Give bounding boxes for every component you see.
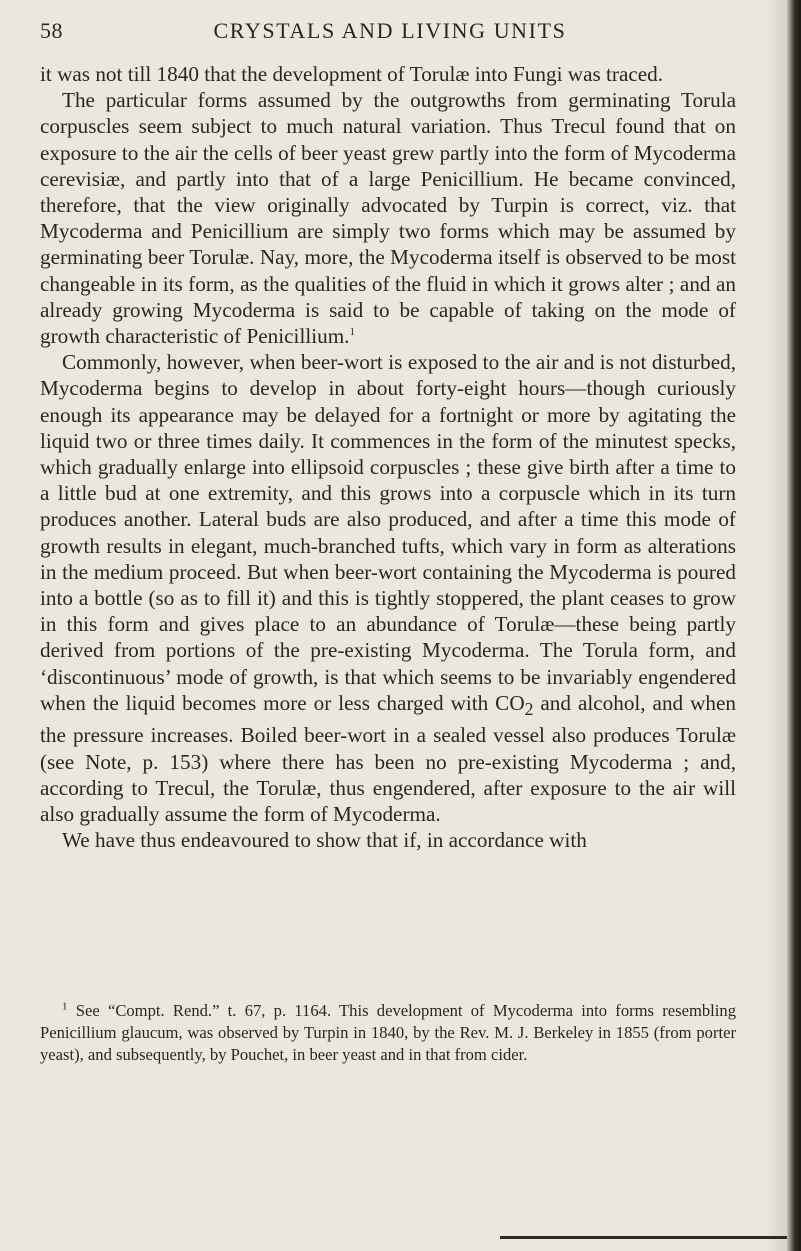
book-spine-edge [787, 0, 801, 1251]
co2-subscript: 2 [524, 699, 534, 720]
paragraph-text-cont: and alcohol, and when the pressure increases. Boiled beer-wort in a sealed vessel also produces Torulæ (see Note, p. 153) where there has been no pre-existing Mycoderma ; and, according to Trecul, the Torulæ, thus engendered, after exposure to the air will also gradually assume the form of Mycoderma. [40, 690, 736, 826]
page-edge-shadow [765, 0, 787, 1251]
body-text [40, 61, 736, 853]
bottom-edge-line [500, 1236, 787, 1239]
running-title: CRYSTALS AND LIVING UNITS [213, 18, 567, 43]
footnote [40, 1000, 736, 1066]
paragraph-conclusion [40, 827, 736, 853]
footnote-marker: 1 [62, 1000, 68, 1013]
page-number: 58 [40, 18, 63, 43]
footnote-text: See “Compt. Rend.” t. 67, p. 1164. This development of Mycoderma into forms resembling Penicillium glaucum, was observed by Turpin in 1840, by the Rev. M. J. Berkeley in 1855 (from porter yeast), and subsequently, by Pouchet, in beer yeast and in that from cider. [40, 1001, 736, 1064]
paragraph-beer-wort [40, 349, 736, 827]
paragraph-text: The particular forms assumed by the outgrowths from germinating Torula corpuscles seem subject to much natural variation. Thus Trecul found that on exposure to the air the cells of beer yeast grew partly into the form of Mycoderma cerevisiæ, and partly into that of a large Penicillium. He became convinced, therefore, that the view originally advocated by Turpin is correct, viz. that Mycoderma and Penicillium are simply two forms which may be assumed by germinating beer Torulæ. Nay, more, the Mycoderma itself is observed to be most changeable in its form, as the qualities of the fluid in which it grows alter ; and an already growing Mycoderma is said to be capable of taking on the mode of growth characteristic of Penicillium. [40, 88, 736, 349]
footnote-reference: 1 [349, 325, 355, 338]
paragraph-text: it was not till 1840 that the development of Torulæ into Fungi was traced. [40, 62, 664, 86]
paragraph-text: Commonly, however, when beer-wort is exposed to the air and is not disturbed, Mycoderma begins to develop in about forty-eight hours—though curiously enough its appearance may be delayed for a fortnight or more by agitating the liquid two or three times daily. It commences in the form of the minutest specks, which gradually enlarge into ellipsoid corpuscles ; these give birth after a time to a little bud at one extremity, and this grows into a corpuscle which in its turn produces another. Lateral buds are also produced, and after a time this mode of growth results in elegant, much-branched tufts, which vary in form as alterations in the medium proceed. But when beer-wort containing the Mycoderma is poured into a bottle (so as to fill it) and this is tightly stoppered, the plant ceases to grow in this form and gives place to an abundance of Torulæ—these being partly derived from portions of the pre-existing Mycoderma. The Torula form, and ‘discontinuous’ mode of growth, is that which seems to be invariably engendered when the liquid becomes more or less charged with CO [40, 350, 736, 715]
paragraph-variation [40, 87, 736, 349]
paragraph-text: We have thus endeavoured to show that if, in accordance with [62, 828, 587, 853]
paragraph-continuation [40, 61, 736, 87]
page-header [40, 18, 740, 54]
